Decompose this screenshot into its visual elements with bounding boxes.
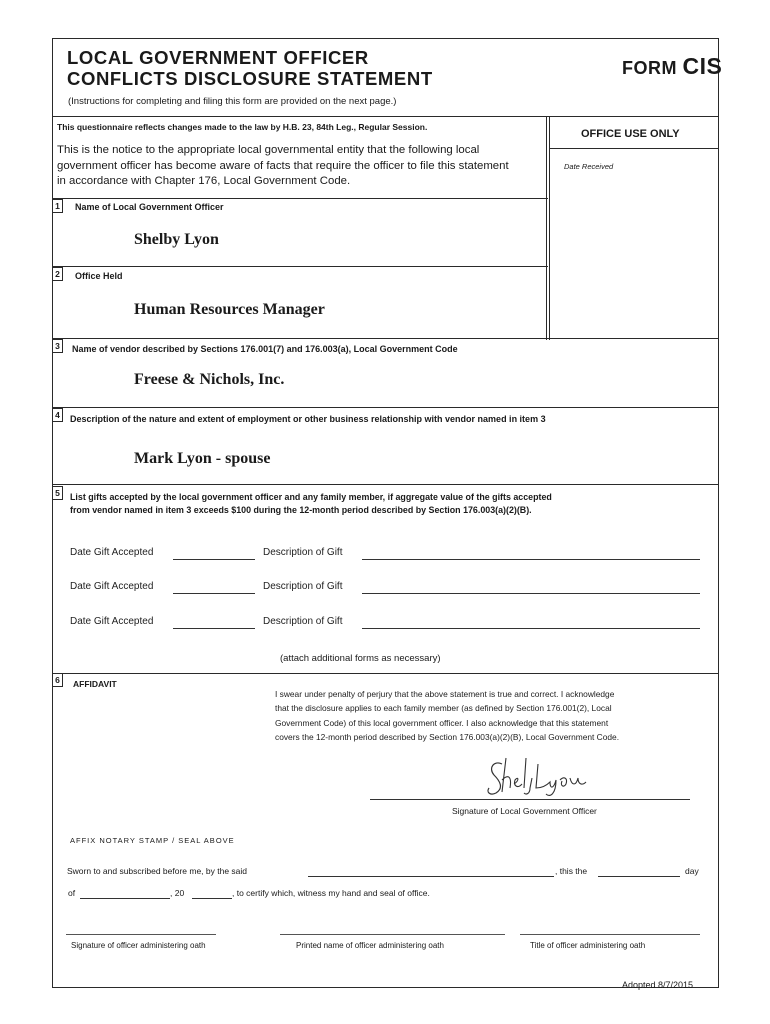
sworn-name-field[interactable] — [308, 876, 554, 877]
gift-desc-field[interactable] — [362, 593, 700, 594]
divider — [52, 673, 719, 674]
officer-sig-label: Signature of officer administering oath — [71, 941, 206, 950]
office-use-border-inner — [549, 116, 550, 340]
officer-sig-line[interactable] — [66, 934, 216, 935]
section-number-3: 3 — [52, 339, 63, 353]
gifts-label-line-2: from vendor named in item 3 exceeds $100 during the 12-month period described by Section 176.003(a)(2)(B). — [70, 505, 532, 515]
vendor-name-value[interactable]: Freese & Nichols, Inc. — [134, 371, 285, 388]
divider — [52, 116, 719, 117]
form-prefix: FORM — [622, 58, 677, 78]
date-received-label: Date Received — [564, 162, 614, 171]
officer-name-label: Name of Local Government Officer — [75, 202, 224, 212]
affidavit-line-4: covers the 12-month period described by Section 176.003(a)(2)(B), Local Government Code. — [275, 731, 620, 742]
office-held-label: Office Held — [75, 271, 123, 281]
printed-name-label: Printed name of officer administering oath — [296, 941, 444, 950]
gift-date-field[interactable] — [173, 593, 255, 594]
gift-desc-label: Description of Gift — [263, 616, 343, 627]
relationship-value[interactable]: Mark Lyon - spouse — [134, 450, 271, 467]
divider — [52, 407, 719, 408]
office-use-divider — [549, 148, 719, 149]
signature-label: Signature of Local Government Officer — [452, 806, 597, 816]
month-field[interactable] — [80, 898, 170, 899]
section-number-2: 2 — [52, 267, 63, 281]
gift-date-field[interactable] — [173, 628, 255, 629]
notice-line-1: This is the notice to the appropriate local governmental entity that the following local — [57, 144, 480, 156]
attach-note: (attach additional forms as necessary) — [280, 653, 441, 664]
day-text: day — [685, 866, 699, 876]
instructions-note: (Instructions for completing and filing this form are provided on the next page.) — [68, 96, 397, 107]
notice-line-3: in accordance with Chapter 176, Local Government Code. — [57, 175, 351, 187]
gifts-label-line-1: List gifts accepted by the local government officer and any family member, if aggregate value of the gifts accepted — [70, 492, 552, 502]
affidavit-text — [275, 687, 715, 744]
section-number-1: 1 — [52, 199, 63, 213]
affidavit-line-1: I swear under penalty of perjury that the above statement is true and correct. I acknowledge — [275, 689, 615, 699]
title-line[interactable] — [520, 934, 700, 935]
office-use-border — [546, 116, 547, 340]
year-field[interactable] — [192, 898, 232, 899]
affidavit-line-3: Government Code) of this local government officer. I also acknowledge that this statement — [275, 717, 609, 728]
of-text: of — [68, 888, 76, 898]
notice-line-2: government officer has become aware of facts that require the officer to file this statement — [57, 159, 509, 172]
office-use-heading: OFFICE USE ONLY — [581, 128, 680, 140]
notary-stamp-label: AFFIX NOTARY STAMP / SEAL ABOVE — [70, 836, 235, 845]
year-prefix: , 20 — [170, 888, 185, 898]
gift-desc-field[interactable] — [362, 559, 700, 560]
gift-date-label: Date Gift Accepted — [70, 616, 154, 627]
certify-text: , to certify which, witness my hand and seal of office. — [232, 888, 430, 898]
form-code-value: CIS — [682, 53, 723, 79]
notice-paragraph — [57, 143, 545, 190]
form-title — [67, 47, 433, 89]
gift-desc-label: Description of Gift — [263, 547, 343, 558]
title-label: Title of officer administering oath — [530, 941, 646, 950]
affidavit-line-2: that the disclosure applies to each family member (as defined by Section 176.001(2), Local — [275, 703, 612, 714]
divider — [52, 266, 548, 267]
gift-desc-label: Description of Gift — [263, 581, 343, 592]
day-field[interactable] — [598, 876, 680, 877]
vendor-name-label: Name of vendor described by Sections 176.001(7) and 176.003(a), Local Government Code — [72, 344, 458, 354]
adopted-date: Adopted 8/7/2015 — [622, 980, 694, 990]
section-number-4: 4 — [52, 408, 63, 422]
divider — [52, 338, 719, 339]
divider — [52, 484, 719, 485]
relationship-label: Description of the nature and extent of employment or other business relationship with vendor named in item 3 — [70, 414, 546, 424]
legislation-line: This questionnaire reflects changes made to the law by H.B. 23, 84th Leg., Regular Session. — [57, 122, 428, 132]
gift-date-label: Date Gift Accepted — [70, 547, 154, 558]
title-line-1: LOCAL GOVERNMENT OFFICER — [67, 47, 369, 68]
section-number-6: 6 — [52, 673, 63, 687]
officer-name-value[interactable]: Shelby Lyon — [134, 231, 219, 248]
office-held-value[interactable]: Human Resources Manager — [134, 301, 325, 318]
sworn-text: Sworn to and subscribed before me, by the said — [67, 866, 248, 876]
form-code — [622, 53, 722, 80]
gifts-label — [70, 491, 552, 517]
gift-date-field[interactable] — [173, 559, 255, 560]
officer-signature-icon — [480, 748, 590, 798]
title-line-2: CONFLICTS DISCLOSURE STATEMENT — [67, 68, 433, 89]
affidavit-label: AFFIDAVIT — [73, 679, 117, 689]
gift-desc-field[interactable] — [362, 628, 700, 629]
signature-line[interactable] — [370, 799, 690, 800]
divider — [52, 198, 548, 199]
section-number-5: 5 — [52, 486, 63, 500]
printed-name-line[interactable] — [280, 934, 505, 935]
this-the-text: , this the — [555, 866, 588, 876]
gift-date-label: Date Gift Accepted — [70, 581, 154, 592]
